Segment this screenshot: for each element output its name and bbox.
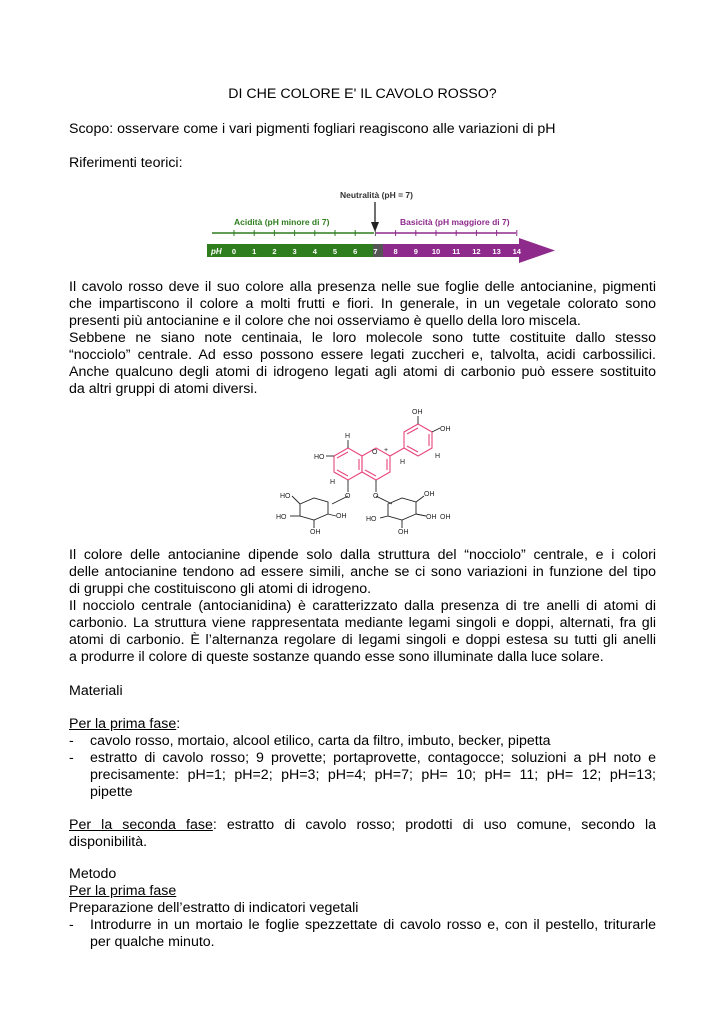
ph-tick-label: 3 [292,247,297,256]
ph-axis-label: pH [211,247,222,256]
bond [292,496,300,504]
ring-b [404,424,432,456]
para1-line: Anche qualcuno degli atomi di idrogeno legati agli atomi di carbonio può essere sostituito [69,364,656,380]
list-item-text [90,733,656,750]
atom-label: O [372,449,378,456]
seconda-fase-paragraph [69,817,656,851]
ph-tick-label: 12 [472,247,481,256]
seconda-fase-line: disponibilità. [69,834,148,850]
riferimenti-heading: Riferimenti teorici: [69,155,183,171]
para2-line: di gruppi che costituiscono gli atomi di idrogeno. [69,581,372,597]
ph-tick-label: 14 [512,247,521,256]
para2-line: delle antocianine tendono ad essere simili, anche se ci sono variazioni in funzione del tipo [69,564,656,580]
prima-fase-colon: : [176,716,181,732]
materiali-prima-fase [69,716,656,733]
sugar-right [388,498,416,520]
atom-label: OH [310,529,321,534]
para2-line: a produrre il colore di queste sostanze quando esse sono illuminate dalla luce solare. [69,649,604,665]
atom-label: H [330,479,336,486]
ph-tick-label: 1 [252,247,257,256]
atom-label: OH [426,514,437,521]
atom-label: O [345,493,351,500]
bond [328,514,336,516]
ring-a [334,448,362,480]
ph-tick-label: 7 [373,247,378,256]
list-dash: - [69,917,74,933]
ph-tick-label: 6 [353,247,358,256]
atom-label: OH [424,491,435,498]
atom-label: HO [366,516,377,523]
list-item-text [90,750,656,801]
scopo-line: Scopo: osservare come i vari pigmenti fogliari reagiscono alle variazioni di pH [69,121,556,137]
preparazione-line: Preparazione dell’estratto di indicatori vegetali [69,900,359,916]
bond [416,514,426,516]
list-item-line: estratto di cavolo rosso; 9 provette; portaprovette, contagocce; soluzioni a pH noto e [90,750,656,766]
list-item-line: precisamente: pH=1; pH=2; pH=3; pH=4; pH=7; pH= 10; pH= 11; pH= 12; pH=13; [90,767,656,783]
ph-tick-label: 9 [413,247,418,256]
para1-line: presenti più antocianine e il colore che noi osserviamo è quello della loro miscela. [69,313,581,329]
metodo-prima-fase [69,883,656,900]
para1-line: Sebbene ne siano note centinaia, le loro molecole sono tutte costituite dallo stesso [69,330,656,346]
seconda-fase-line [69,817,656,834]
seconda-fase-text: : estratto di cavolo rosso; prodotti di uso comune, secondo la [212,817,656,833]
ring-bc-bond [390,448,404,456]
sugar-left [300,498,328,520]
ph-tick-label: 2 [272,247,277,256]
atom-label: OH [412,409,423,416]
atom-label: OH [440,514,451,521]
para1-line: che impartiscono il colore a molti frutti e fiori. In generale, in un vegetale colorato sono [69,296,656,312]
list-dash: - [69,733,74,749]
para2-line: Il nocciolo centrale (antocianidina) è caratterizzato dalla presenza di tre anelli di atomi di [69,598,656,614]
ph-tick-label: 4 [312,247,317,256]
molecule-substituent-bonds [290,416,440,528]
paragraph-antocianine [69,279,656,398]
para2-line: atomi di carbonio. È l’alternanza regolare di legami singoli e doppi estesa su tutti gli anelli [69,632,656,648]
bond [432,428,440,432]
atom-label: HO [276,514,287,521]
ph-bar-arrow-head [519,238,555,263]
atom-label: OH [440,426,451,433]
seconda-fase-label: Per la seconda fase [69,817,213,833]
ph-neutral-label: Neutralità (pH = 7) [340,190,413,200]
list-item-text [90,917,656,951]
atom-label: OH [336,513,347,520]
bond [380,516,388,518]
para1-line: da altri gruppi di atomi diversi. [69,381,258,397]
metodo-heading: Metodo [69,866,117,882]
atom-label: HO [314,454,325,461]
atom-label: HO [280,493,291,500]
materiali-list-item [69,733,656,750]
ph-scale-figure [207,186,557,264]
para2-line: carbonio. La struttura viene rappresentata mediante legami singoli e doppi, alternati, fra gli [69,615,656,631]
metodo-prima-fase-label: Per la prima fase [69,883,177,899]
ph-tick-label: 8 [393,247,398,256]
prima-fase-label: Per la prima fase [69,716,177,732]
ph-tick-label: 11 [452,247,461,256]
materiali-list-item [69,750,656,801]
para2-line: Il colore delle antocianine dipende solo dalla struttura del “nocciolo” centrale, e i colori [69,547,656,563]
paragraph-nocciolo [69,547,656,666]
ph-tick-label: 5 [332,247,338,256]
ph-tick-label: 10 [431,247,441,256]
ph-basic-label: Basicità (pH maggiore di 7) [400,217,510,227]
atom-label: OH [398,529,409,534]
metodo-list-item [69,917,656,951]
bond [416,496,424,502]
atom-label: H [345,433,351,440]
ph-tick-label: 13 [492,247,501,256]
list-item-line: cavolo rosso, mortaio, alcool etilico, carta da filtro, imbuto, becker, pipetta [90,733,551,749]
anthocyanin-molecule [270,404,460,534]
list-dash: - [69,750,74,766]
para1-line: “nocciolo” centrale. Ad esso possono essere legati zuccheri e, talvolta, acidi carbossilici. [69,347,656,363]
ph-acid-label: Acidità (pH minore di 7) [234,217,330,227]
atom-label: + [384,447,389,454]
document-title: DI CHE COLORE E' IL CAVOLO ROSSO? [228,86,497,102]
ph-tick-label: 0 [231,247,237,256]
materiali-heading: Materiali [69,683,123,699]
para1-line: Il cavolo rosso deve il suo colore alla presenza nelle sue foglie delle antocianine, pigmenti [69,279,656,295]
atom-label: H [400,459,406,466]
list-item-line: pipette [90,784,133,800]
atom-label: O [373,493,379,500]
list-item-line: Introdurre in un mortaio le foglie spezzettate di cavolo rosso e, con il pestello, triturarle [90,917,656,933]
list-item-line: per qualche minuto. [90,934,215,950]
atom-label: H [435,453,441,460]
